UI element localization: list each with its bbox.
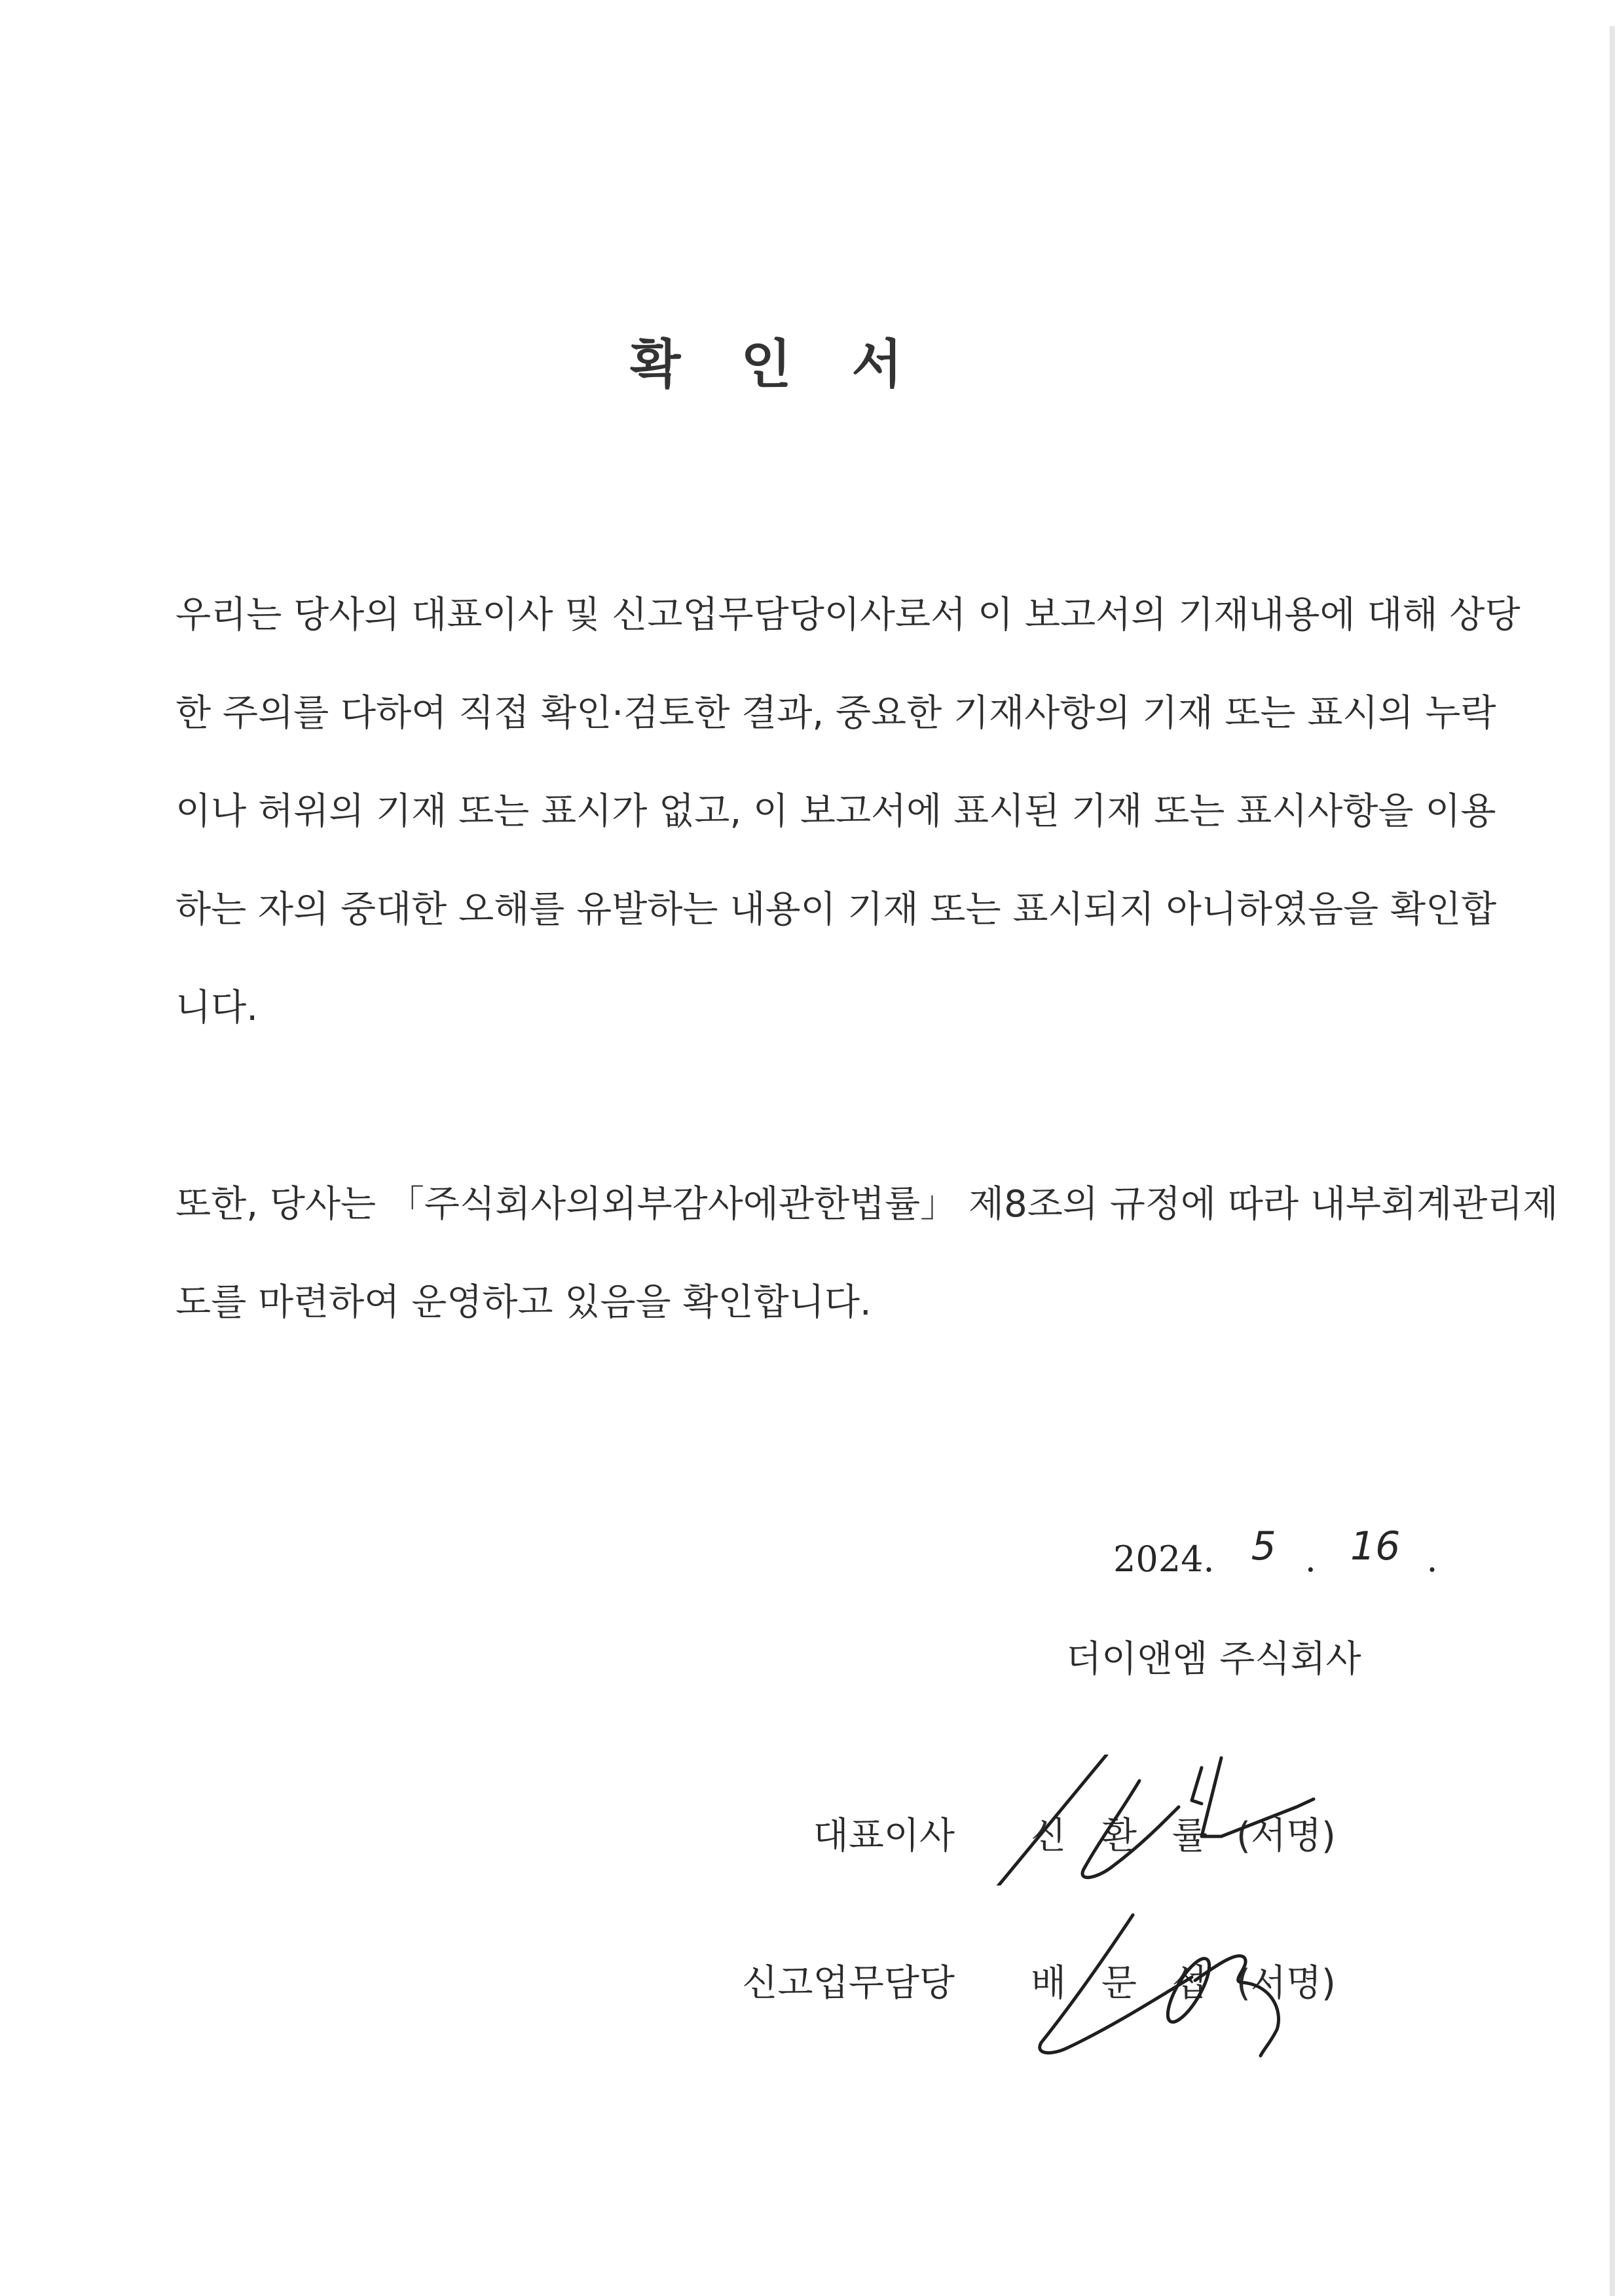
paragraph-line: 도를 마련하여 운영하고 있음을 확인합니다. [175, 1281, 872, 1324]
signatory-name: 배 문 섭 [1031, 1962, 1219, 2005]
document-title [0, 322, 1532, 397]
signature-label: (서명) [1236, 1962, 1336, 2005]
confirmation-paragraph [175, 589, 1521, 1080]
signatory-reporting-officer [0, 1954, 1624, 2033]
paragraph-line: 우리는 당사의 대표이사 및 신고업무담당이사로서 이 보고서의 기재내용에 대해 상당 [175, 594, 1521, 636]
paragraph-line: 이나 허위의 기재 또는 표시가 없고, 이 보고서에 표시된 기재 또는 표시사항을 이용 [175, 790, 1496, 833]
title-char: 인 [741, 334, 792, 395]
date-day-handwritten: 16 [1350, 1523, 1401, 1569]
paragraph-line: 니다. [175, 987, 258, 1029]
paragraph-line: 또한, 당사는 「주식회사의외부감사에관한법률」 제8조의 규정에 따라 내부회계관리제 [175, 1183, 1559, 1226]
date-month-handwritten: 5 [1251, 1523, 1276, 1569]
date-separator: . [1426, 1539, 1438, 1580]
signatory-role: 신고업무담당 [742, 1962, 955, 2005]
paragraph-line: 하는 자의 중대한 오해를 유발하는 내용이 기재 또는 표시되지 아니하였음을 확인합 [175, 888, 1497, 931]
paragraph-line: 한 주의를 다하여 직접 확인·검토한 결과, 중요한 기재사항의 기재 또는 표시의 누락 [175, 692, 1496, 735]
signatory-name: 신 환 률 [1031, 1815, 1219, 1857]
date-separator: . [1304, 1539, 1316, 1580]
document-date [1113, 1523, 1438, 1581]
date-year: 2024. [1113, 1539, 1215, 1580]
company-name: 더이앤엠 주식회사 [1066, 1638, 1361, 1681]
internal-control-paragraph [175, 1178, 1559, 1375]
title-char: 서 [851, 334, 902, 395]
signatory-ceo [0, 1807, 1624, 1886]
title-char: 확 [630, 334, 681, 395]
signatory-role: 대표이사 [813, 1815, 955, 1857]
signature-label: (서명) [1236, 1815, 1336, 1857]
